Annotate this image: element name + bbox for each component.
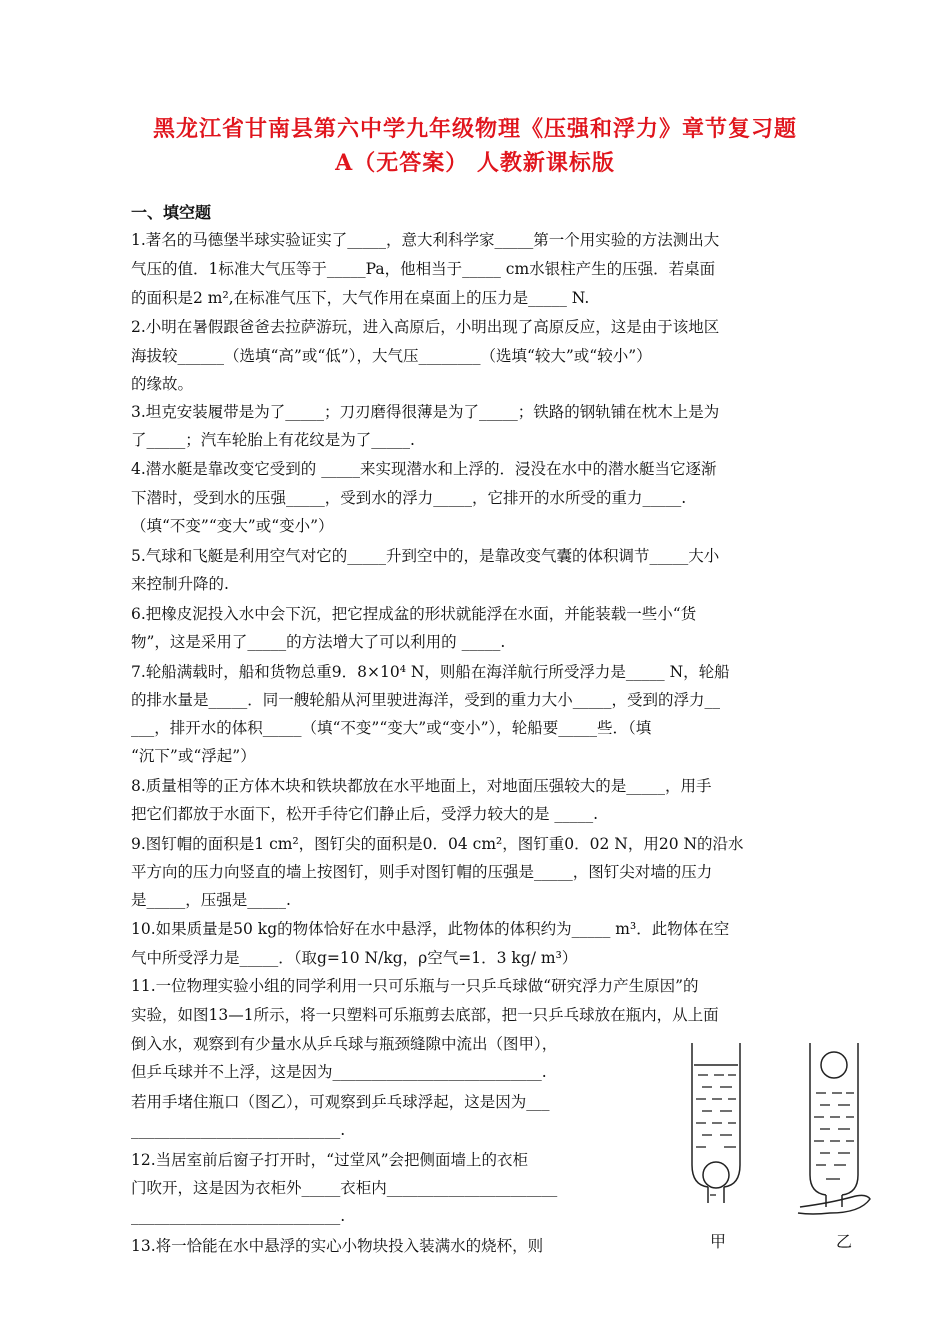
text-line: 6.把橡皮泥投入水中会下沉，把它捏成盆的形状就能浮在水面，并能装载一些小“货 (131, 605, 697, 623)
text-line: 12.当居室前后窗子打开时，“过堂风”会把侧面墙上的衣柜 (131, 1151, 529, 1169)
text-line: ___________________________. (131, 1207, 346, 1225)
text-line: 5.气球和飞艇是利用空气对它的_____升到空中的，是靠改变气囊的体积调节_____大小 (131, 547, 720, 565)
text-line: （填“不变”“变大”或“变小”） (131, 517, 334, 535)
text-line: 实验，如图13—1所示，将一只塑料可乐瓶剪去底部，把一只乒乓球放在瓶内，从上面 (131, 1006, 719, 1024)
text-line: 的缘故。 (131, 375, 194, 393)
text-line: 气中所受浮力是_____．（取g=10 N/kg，ρ空气=1．3 kg/ m³） (131, 949, 578, 967)
text-line: 4.潜水艇是靠改变它受到的 _____来实现潜水和上浮的．浸没在水中的潜水艇当它逐渐 (131, 460, 717, 478)
text-line: 10.如果质量是50 kg的物体恰好在水中悬浮，此物体的体积约为_____ m³．此物体在空 (131, 920, 730, 938)
text-line: 的排水量是_____．同一艘轮船从河里驶进海洋，受到的重力大小_____，受到的浮力__ (131, 691, 721, 709)
text-line: 2.小明在暑假跟爸爸去拉萨游玩，进入高原后，小明出现了高原反应，这是由于该地区 (131, 318, 720, 336)
ping-pong-ball-right (821, 1052, 847, 1078)
text-line: 9.图钉帽的面积是1 cm²，图钉尖的面积是0．04 cm²，图钉重0．02 N，用20 N的沿水 (131, 835, 744, 853)
text-line: 3.坦克安装履带是为了_____；刀刃磨得很薄是为了_____；铁路的钢轨铺在枕木上是为 (131, 403, 720, 421)
text-line: 1.著名的马德堡半球实验证实了_____，意大利科学家_____第一个用实验的方法测出大 (131, 231, 720, 249)
bottle-experiment-figure (680, 1035, 880, 1265)
text-line: 13.将一恰能在水中悬浮的实心小物块投入装满水的烧杯，则 (131, 1237, 544, 1255)
text-line: 但乒乓球并不上浮，这是因为___________________________. (131, 1063, 547, 1081)
water-dashes-right (814, 1093, 854, 1179)
hand-shape (798, 1195, 870, 1214)
text-line: 物”，这是采用了_____的方法增大了可以利用的 _____. (131, 633, 506, 651)
text-line: 7.轮船满载时，船和货物总重9．8×10⁴ N，则船在海洋航行所受浮力是_____ N，轮船 (131, 663, 730, 681)
text-line: 平方向的压力向竖直的墙上按图钉，则手对图钉帽的压强是_____，图钉尖对墙的压力 (131, 863, 713, 881)
text-line: 把它们都放于水面下，松开手待它们静止后，受浮力较大的是 _____. (131, 805, 599, 823)
text-line: “沉下”或“浮起”） (131, 747, 256, 765)
figure-caption-right: 乙 (836, 1232, 853, 1251)
ping-pong-ball-left (703, 1162, 729, 1188)
text-line: 是_____，压强是_____. (131, 891, 291, 909)
figure-caption-left: 甲 (710, 1232, 727, 1251)
text-line: 11.一位物理实验小组的同学利用一只可乐瓶与一只乒乓球做“研究浮力产生原因”的 (131, 977, 699, 995)
text-line: 了_____；汽车轮胎上有花纹是为了_____. (131, 431, 415, 449)
text-line: ___，排开水的体积_____（填“不变”“变大”或“变小”），轮船要_____些．（填 (131, 719, 652, 737)
document-title-line-1: 黑龙江省甘南县第六中学九年级物理《压强和浮力》章节复习题 (152, 116, 797, 142)
text-line: 下潜时，受到水的压强_____，受到水的浮力_____，它排开的水所受的重力_____. (131, 489, 687, 507)
text-line: 海拔较______（选填“高”或“低”），大气压________（选填“较大”或“较小”） (131, 347, 652, 365)
text-line: ___________________________. (131, 1121, 346, 1139)
water-dashes-left (696, 1075, 736, 1195)
bottle-right (798, 1043, 870, 1214)
text-line: 8.质量相等的正方体木块和铁块都放在水平地面上，对地面压强较大的是_____，用手 (131, 777, 712, 795)
text-line: 来控制升降的. (131, 575, 229, 593)
text-line: 的面积是2 m²,在标准气压下，大气作用在桌面上的压力是_____ N. (131, 289, 590, 307)
section-heading: 一、填空题 (131, 203, 212, 222)
text-line: 门吹开，这是因为衣柜外_____衣柜内______________________ (131, 1179, 558, 1197)
document-title-line-2: A（无答案） 人教新课标版 (335, 150, 615, 176)
text-line: 气压的值．1标准大气压等于_____Pa，他相当于_____ cm水银柱产生的压强．若桌面 (131, 260, 716, 278)
text-line: 若用手堵住瓶口（图乙），可观察到乒乓球浮起，这是因为___ (131, 1093, 550, 1111)
text-line: 倒入水，观察到有少量水从乒乓球与瓶颈缝隙中流出（图甲）， (131, 1035, 558, 1053)
